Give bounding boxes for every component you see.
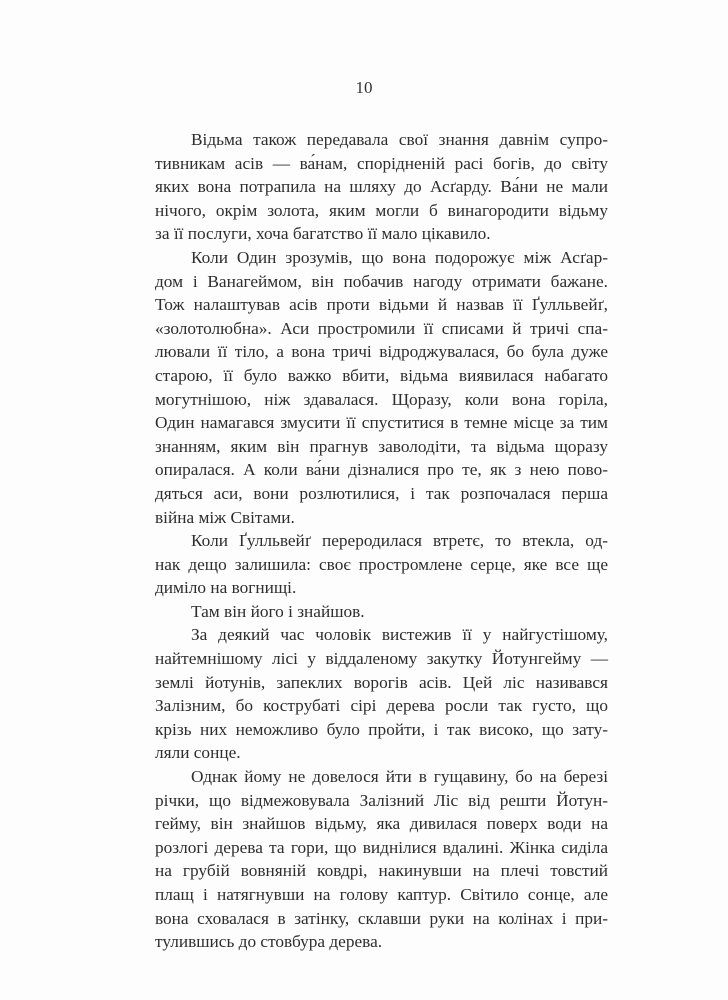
text-line: річки, що відмежовувала Залізний Ліс від решти Йотун- [155,790,608,810]
text-line: дяться аси, вони розлютилися, і так розпочалася перша [155,483,608,503]
text-line: найтемнішому лісі у віддаленому закутку Йотунгейму — [155,649,608,669]
text-line: Коли Один зрозумів, що вона подорожує між Асґар- [191,247,608,267]
paragraph [155,600,608,624]
text-line: тулившись до стовбура дерева. [155,932,383,952]
text-line: вона сховалася в затінку, склавши руки на колінах і при- [155,908,608,928]
paragraph [155,765,608,954]
text-line: Там він його і знайшов. [191,601,365,621]
text-line: нічого, окрім золота, яким могли б винагородити відьму [155,200,608,220]
text-line: могутнішою, ніж здавалася. Щоразу, коли вона горіла, [155,389,608,409]
text-line: знанням, яким він прагнув заволодіти, та відьма щоразу [155,436,608,456]
text-line: землі йотунів, запеклих ворогів асів. Цей ліс називався [155,672,608,692]
text-line: тивникам асів — ва́нам, спорідненій расі богів, до світу [155,153,608,173]
text-line: яких вона потрапила на шляху до Асґарду. Ва́ни не мали [155,177,608,197]
text-line: лювали її тіло, а вона тричі відроджувалася, бо була дуже [155,342,608,362]
text-line: на грубій вовняній ковдрі, накинувши на плечі товстий [155,861,608,881]
text-line: «золотолюбна». Аси простромили її списами й тричі спа- [155,318,608,338]
text-line: Один намагався змусити її спуститися в темне місце за тим [155,413,608,433]
text-line: гейму, він знайшов відьму, яка дивилася поверх води на [155,814,608,834]
text-line: За деякий час чоловік вистежив її у найгустішому, [191,625,608,645]
paragraph [155,128,608,246]
text-line: диміло на вогнищі. [155,578,297,598]
text-line: Коли Ґулльвейґ переродилася втретє, то втекла, од- [191,531,608,551]
text-line: розлогі дерева та гори, що виднілися вдалині. Жінка сиділа [155,837,608,857]
text-line: старою, її було важко вбити, відьма виявилася набагато [155,365,608,385]
text-line: Однак йому не довелося йти в гущавину, бо на березі [191,767,608,787]
text-line: крізь них неможливо було пройти, і так високо, що зату- [155,719,608,739]
text-line: Відьма також передавала свої знання давнім супро- [191,130,608,149]
paragraph [155,623,608,765]
text-line: нак дещо залишила: своє простромлене серце, яке все ще [155,554,608,574]
text-line: Залізним, бо кострубаті сірі дерева росли так густо, що [155,696,608,716]
text-line: опиралася. А коли ва́ни дізналися про те, як з нею пово- [155,460,608,480]
text-line: Тож налаштував асів проти відьми й назвав її Ґулльвейґ, [155,295,608,315]
page-number: 10 [355,78,373,97]
body-text [155,128,608,954]
paragraph [155,246,608,529]
text-line: ляли сонце. [155,743,241,763]
text-line: війна між Світами. [155,507,295,527]
text-line: за її послуги, хоча багатство її мало цікавило. [155,224,491,244]
paragraph [155,529,608,600]
text-line: плащ і натягнувши на голову каптур. Світило сонце, але [155,885,608,904]
text-line: дом і Ванагеймом, він побачив нагоду отримати бажане. [155,271,608,291]
